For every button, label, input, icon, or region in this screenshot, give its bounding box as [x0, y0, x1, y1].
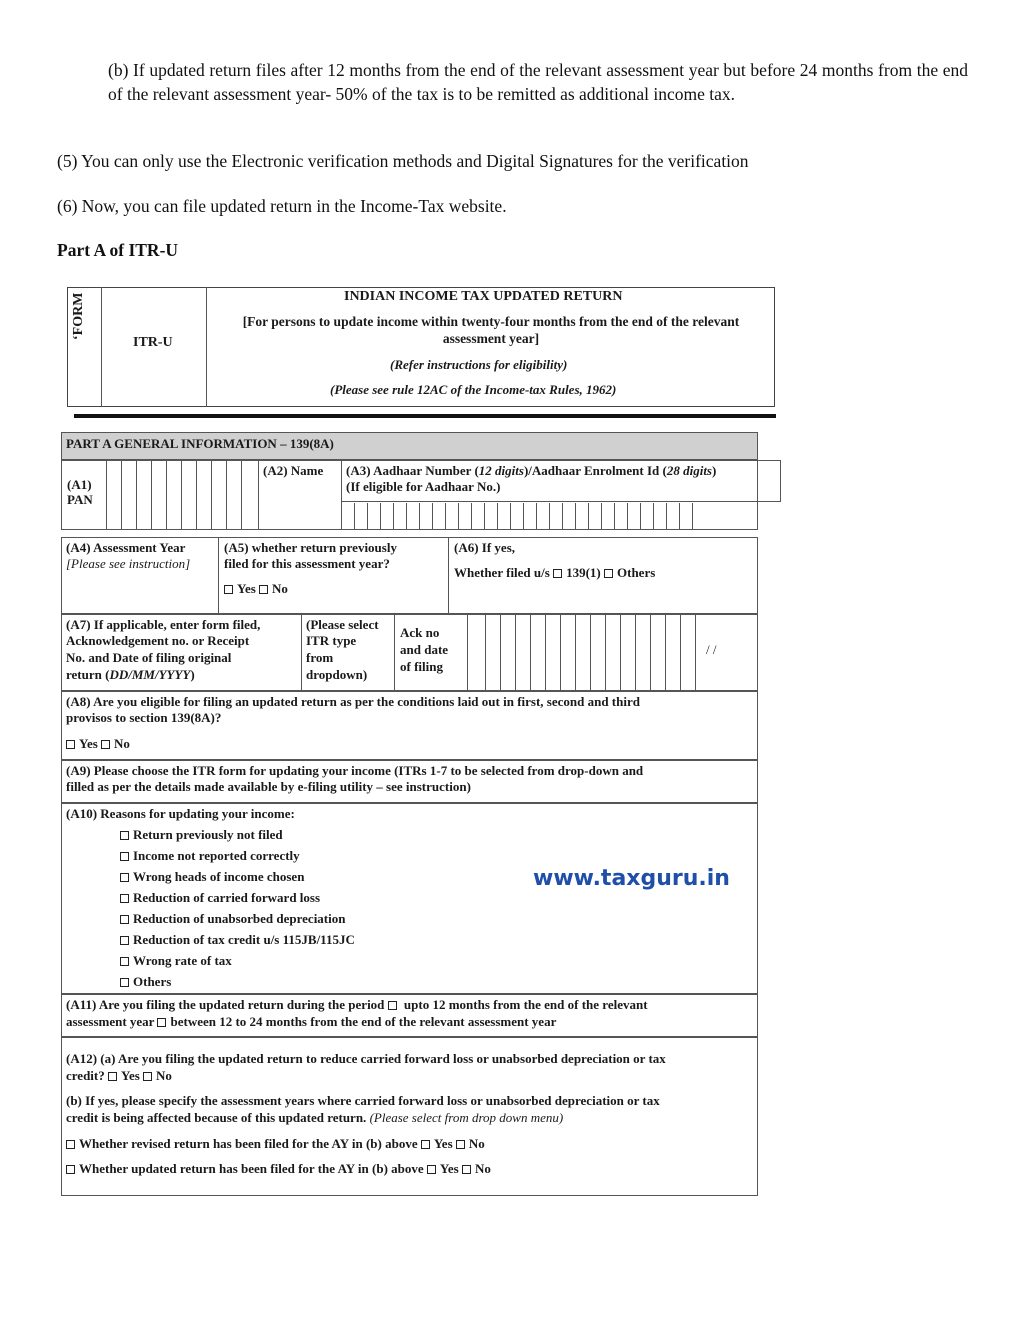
part-a-title: PART A GENERAL INFORMATION – 139(8A): [66, 436, 334, 451]
a12-revised-no-checkbox[interactable]: [456, 1140, 465, 1149]
a4-label: (A4) Assessment Year: [66, 540, 186, 555]
a10-reason-checkbox[interactable]: [120, 915, 129, 924]
a10-reason-8: Others: [120, 973, 171, 990]
form-label: ‘FORM: [71, 292, 86, 340]
a5-label-2: filed for this assessment year?: [224, 556, 390, 571]
a12a-no-checkbox[interactable]: [143, 1072, 152, 1081]
a8-yes-checkbox[interactable]: [66, 740, 75, 749]
a12a-line-2: credit? Yes No: [66, 1068, 172, 1083]
a12b-line-2: credit is being affected because of this updated return. (Please select from drop down menu): [66, 1110, 564, 1125]
form-title: INDIAN INCOME TAX UPDATED RETURN: [344, 289, 623, 304]
ack-number-cells[interactable]: [485, 614, 696, 691]
a4-instruction: [Please see instruction]: [66, 556, 191, 571]
a5-label-1: (A5) whether return previously: [224, 540, 397, 555]
a8-options: Yes No: [66, 735, 130, 752]
itr-select-3: from: [306, 650, 334, 665]
a11-12-to-24-checkbox[interactable]: [157, 1018, 166, 1027]
itr-select-1: (Please select: [306, 617, 379, 632]
a7-label-4: return (DD/MM/YYYY): [66, 667, 195, 682]
a11-line-2: assessment year between 12 to 24 months from the end of the relevant assessment year: [66, 1014, 557, 1029]
paragraph-b: (b) If updated return files after 12 months from the end of the relevant assessment year but before 24 months from the end of the relevant assessment year- 50% of the tax is to be remitted as additional income tax.: [108, 60, 968, 104]
a8-label-2: provisos to section 139(8A)?: [66, 710, 222, 725]
a10-reason-checkbox[interactable]: [120, 831, 129, 840]
a7-label-2: Acknowledgement no. or Receipt: [66, 633, 250, 648]
a12-revised-checkbox[interactable]: [66, 1140, 75, 1149]
a12a-yes-checkbox[interactable]: [108, 1072, 117, 1081]
a8-no-checkbox[interactable]: [101, 740, 110, 749]
a5-yes-checkbox[interactable]: [224, 585, 233, 594]
a3-aadhaar-label: (A3) Aadhaar Number (12 digits)/Aadhaar Enrolment Id (28 digits): [346, 463, 717, 478]
itr-select-2: ITR type: [306, 633, 357, 648]
a5-options: Yes No: [224, 580, 288, 597]
form-rule: (Please see rule 12AC of the Income-tax Rules, 1962): [330, 382, 617, 397]
a11-line-1: (A11) Are you filing the updated return during the period upto 12 months from the end of the relevant: [66, 997, 648, 1012]
paragraph-6: (6) Now, you can file updated return in the Income-Tax website.: [57, 196, 507, 216]
ack-label-2: and date: [400, 642, 449, 657]
a7-label-1: (A7) If applicable, enter form filed,: [66, 617, 261, 632]
a10-title: (A10) Reasons for updating your income:: [66, 806, 295, 821]
a10-reason-checkbox[interactable]: [120, 978, 129, 987]
a10-reason-checkbox[interactable]: [120, 957, 129, 966]
a10-reason-checkbox[interactable]: [120, 852, 129, 861]
a10-reason-checkbox[interactable]: [120, 894, 129, 903]
ack-label-3: of filing: [400, 659, 443, 674]
section-heading: Part A of ITR-U: [57, 240, 179, 260]
a6-label-1: (A6) If yes,: [454, 540, 516, 555]
a10-reason-3: Wrong heads of income chosen: [120, 868, 304, 885]
a12-updated-yes-checkbox[interactable]: [427, 1165, 436, 1174]
a10-reason-7: Wrong rate of tax: [120, 952, 232, 969]
a8-label-1: (A8) Are you eligible for filing an updated return as per the conditions laid out in first, second and third: [66, 694, 640, 709]
a10-reason-1: Return previously not filed: [120, 826, 283, 843]
form-name: ITR-U: [133, 335, 173, 350]
a10-reason-4: Reduction of carried forward loss: [120, 889, 320, 906]
a12-revised-yes-checkbox[interactable]: [421, 1140, 430, 1149]
aadhaar-input-cells[interactable]: [341, 503, 716, 530]
header-rule: [74, 414, 776, 418]
a12-updated-row: Whether updated return has been filed for the AY in (b) above Yes No: [66, 1160, 491, 1177]
a7-label-3: No. and Date of filing original: [66, 650, 232, 665]
a10-reason-checkbox[interactable]: [120, 873, 129, 882]
a6-others-checkbox[interactable]: [604, 569, 613, 578]
a2-name-label: (A2) Name: [263, 463, 324, 478]
a1-label: (A1): [67, 477, 92, 492]
paragraph-5: (5) You can only use the Electronic verification methods and Digital Signatures for the verification: [57, 151, 749, 171]
a11-upto-12-checkbox[interactable]: [388, 1001, 397, 1010]
a12-revised-row: Whether revised return has been filed for the AY in (b) above Yes No: [66, 1135, 485, 1152]
filing-date-field[interactable]: / /: [706, 642, 717, 657]
form-refer: (Refer instructions for eligibility): [390, 357, 568, 372]
a10-reason-5: Reduction of unabsorbed depreciation: [120, 910, 345, 927]
a9-label-2: filled as per the details made available by e-filing utility – see instruction): [66, 779, 471, 794]
a6-139-1-checkbox[interactable]: [553, 569, 562, 578]
a1-pan: PAN: [67, 492, 93, 507]
a12b-line-1: (b) If yes, please specify the assessment years where carried forward loss or unabsorbed depreciation or tax: [66, 1093, 660, 1108]
a6-options: Whether filed u/s 139(1) Others: [454, 565, 656, 580]
form-subtitle: [For persons to update income within twenty-four months from the end of the relevant assessment year]: [242, 314, 740, 346]
a10-reason-checkbox[interactable]: [120, 936, 129, 945]
a10-reason-6: Reduction of tax credit u/s 115JB/115JC: [120, 931, 355, 948]
a12-updated-no-checkbox[interactable]: [462, 1165, 471, 1174]
itr-select-4: dropdown): [306, 667, 368, 682]
a12a-line-1: (A12) (a) Are you filing the updated return to reduce carried forward loss or unabsorbed depreciation or tax: [66, 1051, 666, 1066]
a5-no-checkbox[interactable]: [259, 585, 268, 594]
a9-label-1: (A9) Please choose the ITR form for updating your income (ITRs 1-7 to be selected from drop-down and: [66, 763, 644, 778]
a10-reason-2: Income not reported correctly: [120, 847, 300, 864]
a12-updated-checkbox[interactable]: [66, 1165, 75, 1174]
watermark: www.taxguru.in: [533, 866, 730, 891]
pan-input-cells[interactable]: [106, 460, 256, 530]
a3-eligibility: (If eligible for Aadhaar No.): [346, 479, 501, 494]
ack-label-1: Ack no: [400, 625, 440, 640]
